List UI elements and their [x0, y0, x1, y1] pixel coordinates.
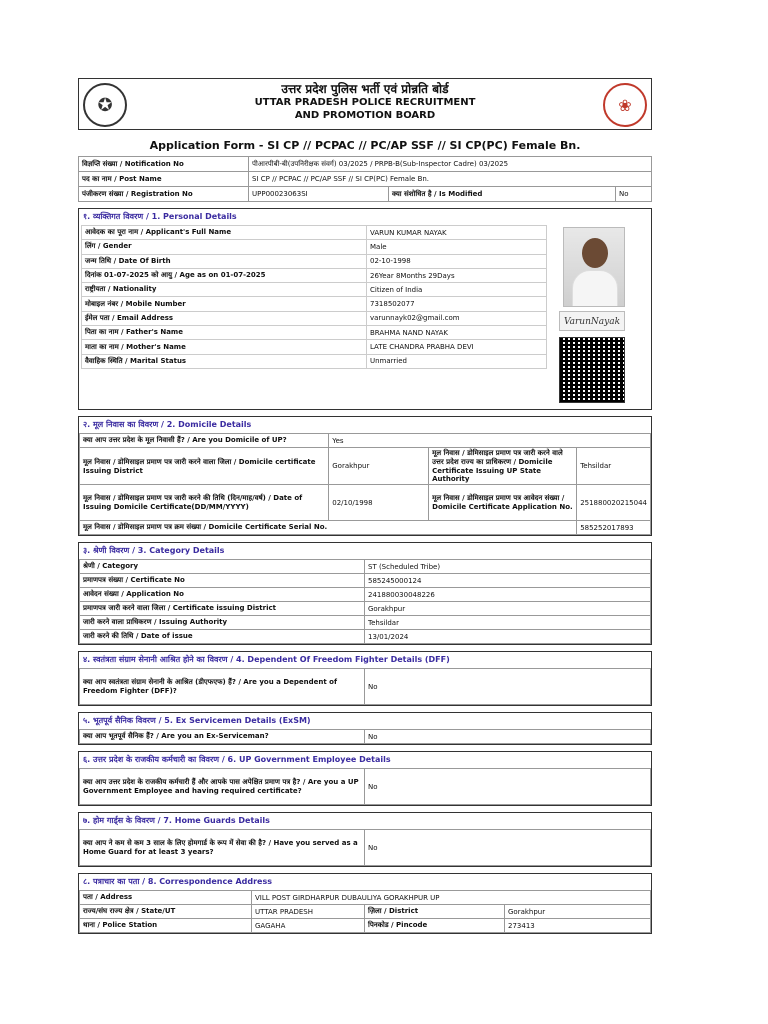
application-no-value: 251880020215044: [577, 485, 651, 521]
issuing-district-value: Gorakhpur: [329, 448, 429, 485]
dff-question: क्या आप स्वतंत्रता संग्राम सेनानी के आश्रित (डीएफएफ) हैं? / Are you a Dependent of Freedom Fighter (DFF)?: [80, 669, 365, 705]
hg-question: क्या आप ने कम से कम 3 साल के लिए होमगार्ड के रूप में सेवा की है? / Have you served as a Home Guard for at least 3 years?: [80, 830, 365, 866]
govt-employee-section: [78, 751, 652, 806]
post-value: SI CP // PCPAC // PC/AP SSF // SI CP(PC) Female Bn.: [249, 172, 652, 187]
row-label: जन्म तिथि / Date Of Birth: [82, 254, 367, 268]
police-station-value: GAGAHA: [252, 919, 365, 933]
exsm-answer: No: [365, 730, 651, 744]
table-row: [82, 311, 547, 325]
row-value: 13/01/2024: [365, 630, 651, 644]
issue-date-label: मूल निवास / डोमिसाइल प्रमाण पत्र जारी करने की तिथि (दिन/माह/वर्ष) / Date of Issuing Domicile Certificate(DD/MM/YYYY): [80, 485, 329, 521]
post-label: पद का नाम / Post Name: [79, 172, 249, 187]
address-value: VILL POST GIRDHARPUR DUBAULIYA GORAKHPUR UP: [252, 891, 651, 905]
row-value: Male: [367, 240, 547, 254]
category-section: [78, 542, 652, 645]
row-value: 26Year 8Months 29Days: [367, 268, 547, 282]
notification-table: [78, 156, 652, 202]
district-value: Gorakhpur: [505, 905, 651, 919]
hg-answer: No: [365, 830, 651, 866]
home-guard-section: [78, 812, 652, 867]
personal-table: [81, 225, 547, 369]
personal-details-section: [78, 208, 652, 410]
form-title: Application Form - SI CP // PCPAC // PC/AP SSF // SI CP(PC) Female Bn.: [149, 139, 581, 152]
table-row: [82, 226, 547, 240]
row-value: Unmarried: [367, 354, 547, 368]
issue-date-value: 02/10/1998: [329, 485, 429, 521]
state-label: राज्य/संघ राज्य क्षेत्र / State/UT: [80, 905, 252, 919]
pincode-label: पिनकोड / Pincode: [365, 919, 505, 933]
row-value: 241880030048226: [365, 588, 651, 602]
row-label: मोबाइल नंबर / Mobile Number: [82, 297, 367, 311]
row-value: 585245000124: [365, 574, 651, 588]
signature: VarunNayak: [559, 311, 625, 331]
board-title-english-2: AND PROMOTION BOARD: [294, 110, 436, 121]
table-row: [82, 326, 547, 340]
exsm-question: क्या आप भूतपूर्व सैनिक हैं? / Are you an Ex-Serviceman?: [80, 730, 365, 744]
row-label: ईमेल पता / Email Address: [82, 311, 367, 325]
section-title: १. व्यक्तिगत विवरण / 1. Personal Details: [83, 212, 237, 221]
section-title: २. मूल निवास का विवरण / 2. Domicile Details: [83, 420, 252, 429]
table-row: [82, 283, 547, 297]
applicant-photo: [563, 227, 625, 307]
row-label: दिनांक 01-07-2025 को आयु / Age as on 01-07-2025: [82, 268, 367, 282]
row-value: 02-10-1998: [367, 254, 547, 268]
domicile-section: [78, 416, 652, 536]
row-label: पिता का नाम / Father's Name: [82, 326, 367, 340]
row-label: लिंग / Gender: [82, 240, 367, 254]
row-value: LATE CHANDRA PRABHA DEVI: [367, 340, 547, 354]
row-value: varunnayk02@gmail.com: [367, 311, 547, 325]
registration-value: UPP00023063SI: [249, 187, 389, 202]
row-label: राष्ट्रीयता / Nationality: [82, 283, 367, 297]
section-title: ४. स्वतंत्रता संग्राम सेनानी आश्रित होने का विवरण / 4. Dependent Of Freedom Fighter Details (DFF): [83, 655, 450, 664]
domicile-table: [79, 433, 651, 535]
row-label: श्रेणी / Category: [80, 560, 365, 574]
govt-question: क्या आप उत्तर प्रदेश के राजकीय कर्मचारी हैं और आपके पास अपेक्षित प्रमाण पत्र है? / Are you a UP Government Employee and having required certificate?: [80, 769, 365, 805]
row-label: वैवाहिक स्थिति / Marital Status: [82, 354, 367, 368]
section-title: ७. होम गार्ड्स के विवरण / 7. Home Guards Details: [83, 816, 270, 825]
dff-answer: No: [365, 669, 651, 705]
header: [78, 78, 652, 130]
govt-answer: No: [365, 769, 651, 805]
address-label: पता / Address: [80, 891, 252, 905]
row-label: आवेदक का पूरा नाम / Applicant's Full Name: [82, 226, 367, 240]
up-government-emblem-icon: ❀: [603, 83, 647, 127]
registration-label: पंजीकरण संख्या / Registration No: [79, 187, 249, 202]
row-label: जारी करने की तिथि / Date of issue: [80, 630, 365, 644]
pincode-value: 273413: [505, 919, 651, 933]
district-label: ज़िला / District: [365, 905, 505, 919]
police-emblem-icon: ✪: [83, 83, 127, 127]
section-title: ६. उत्तर प्रदेश के राजकीय कर्मचारी का विवरण / 6. UP Government Employee Details: [83, 755, 391, 764]
police-station-label: थाना / Police Station: [80, 919, 252, 933]
table-row: [82, 254, 547, 268]
application-form: [78, 78, 652, 934]
table-row: [82, 240, 547, 254]
domicile-question: क्या आप उत्तर प्रदेश के मूल निवासी हैं? / Are you Domicile of UP?: [80, 434, 329, 448]
section-title: ३. श्रेणी विवरण / 3. Category Details: [83, 546, 225, 555]
table-row: [80, 616, 651, 630]
board-title-english-1: UTTAR PRADESH POLICE RECRUITMENT: [254, 97, 476, 108]
table-row: [82, 354, 547, 368]
row-label: प्रमाणपत्र जारी करने वाला जिला / Certificate issuing District: [80, 602, 365, 616]
modified-value: No: [616, 187, 652, 202]
section-title: ५. भूतपूर्व सैनिक विवरण / 5. Ex Servicemen Details (ExSM): [83, 716, 311, 725]
row-label: प्रमाणपत्र संख्या / Certificate No: [80, 574, 365, 588]
table-row: [80, 560, 651, 574]
row-value: ST (Scheduled Tribe): [365, 560, 651, 574]
notification-label: विज्ञप्ति संख्या / Notification No: [79, 157, 249, 172]
modified-label: क्या संशोधित है / Is Modified: [389, 187, 616, 202]
row-value: Citizen of India: [367, 283, 547, 297]
row-label: माता का नाम / Mother's Name: [82, 340, 367, 354]
table-row: [80, 588, 651, 602]
row-value: VARUN KUMAR NAYAK: [367, 226, 547, 240]
table-row: [82, 268, 547, 282]
category-table: [79, 559, 651, 644]
address-table: [79, 890, 651, 933]
issuing-district-label: मूल निवास / डोमिसाइल प्रमाण पत्र जारी करने वाला जिला / Domicile certificate Issuing District: [80, 448, 329, 485]
table-row: [82, 297, 547, 311]
row-value: Gorakhpur: [365, 602, 651, 616]
row-label: जारी करने वाला प्राधिकरण / Issuing Authority: [80, 616, 365, 630]
qr-code-icon: [559, 337, 625, 403]
section-title: ८. पत्राचार का पता / 8. Correspondence Address: [83, 877, 272, 886]
row-label: आवेदन संख्या / Application No: [80, 588, 365, 602]
table-row: [80, 630, 651, 644]
row-value: Tehsildar: [365, 616, 651, 630]
row-value: BRAHMA NAND NAYAK: [367, 326, 547, 340]
serial-no-value: 585252017893: [577, 521, 651, 535]
dff-section: [78, 651, 652, 706]
application-no-label: मूल निवास / डोमिसाइल प्रमाण पत्र आवेदन संख्या / Domicile Certificate Application No.: [429, 485, 577, 521]
notification-value: पीआरपीबी-बी(उपनिरीक्षक संवर्ग) 03/2025 / PRPB-B(Sub-Inspector Cadre) 03/2025: [249, 157, 652, 172]
issuing-authority-value: Tehsildar: [577, 448, 651, 485]
board-title-hindi: उत्तर प्रदेश पुलिस भर्ती एवं प्रोन्नति बोर्ड: [281, 82, 449, 96]
table-row: [80, 574, 651, 588]
exsm-section: [78, 712, 652, 745]
issuing-authority-label: मूल निवास / डोमिसाइल प्रमाण पत्र जारी करने वाले उत्तर प्रदेश राज्य का प्राधिकरण / Domicile Certificate Issuing UP State Authority: [429, 448, 577, 485]
table-row: [80, 602, 651, 616]
row-value: 7318502077: [367, 297, 547, 311]
address-section: [78, 873, 652, 934]
serial-no-label: मूल निवास / डोमिसाइल प्रमाण पत्र क्रम संख्या / Domicile Certificate Serial No.: [80, 521, 577, 535]
domicile-answer: Yes: [329, 434, 651, 448]
board-title: [79, 83, 651, 122]
table-row: [82, 340, 547, 354]
state-value: UTTAR PRADESH: [252, 905, 365, 919]
